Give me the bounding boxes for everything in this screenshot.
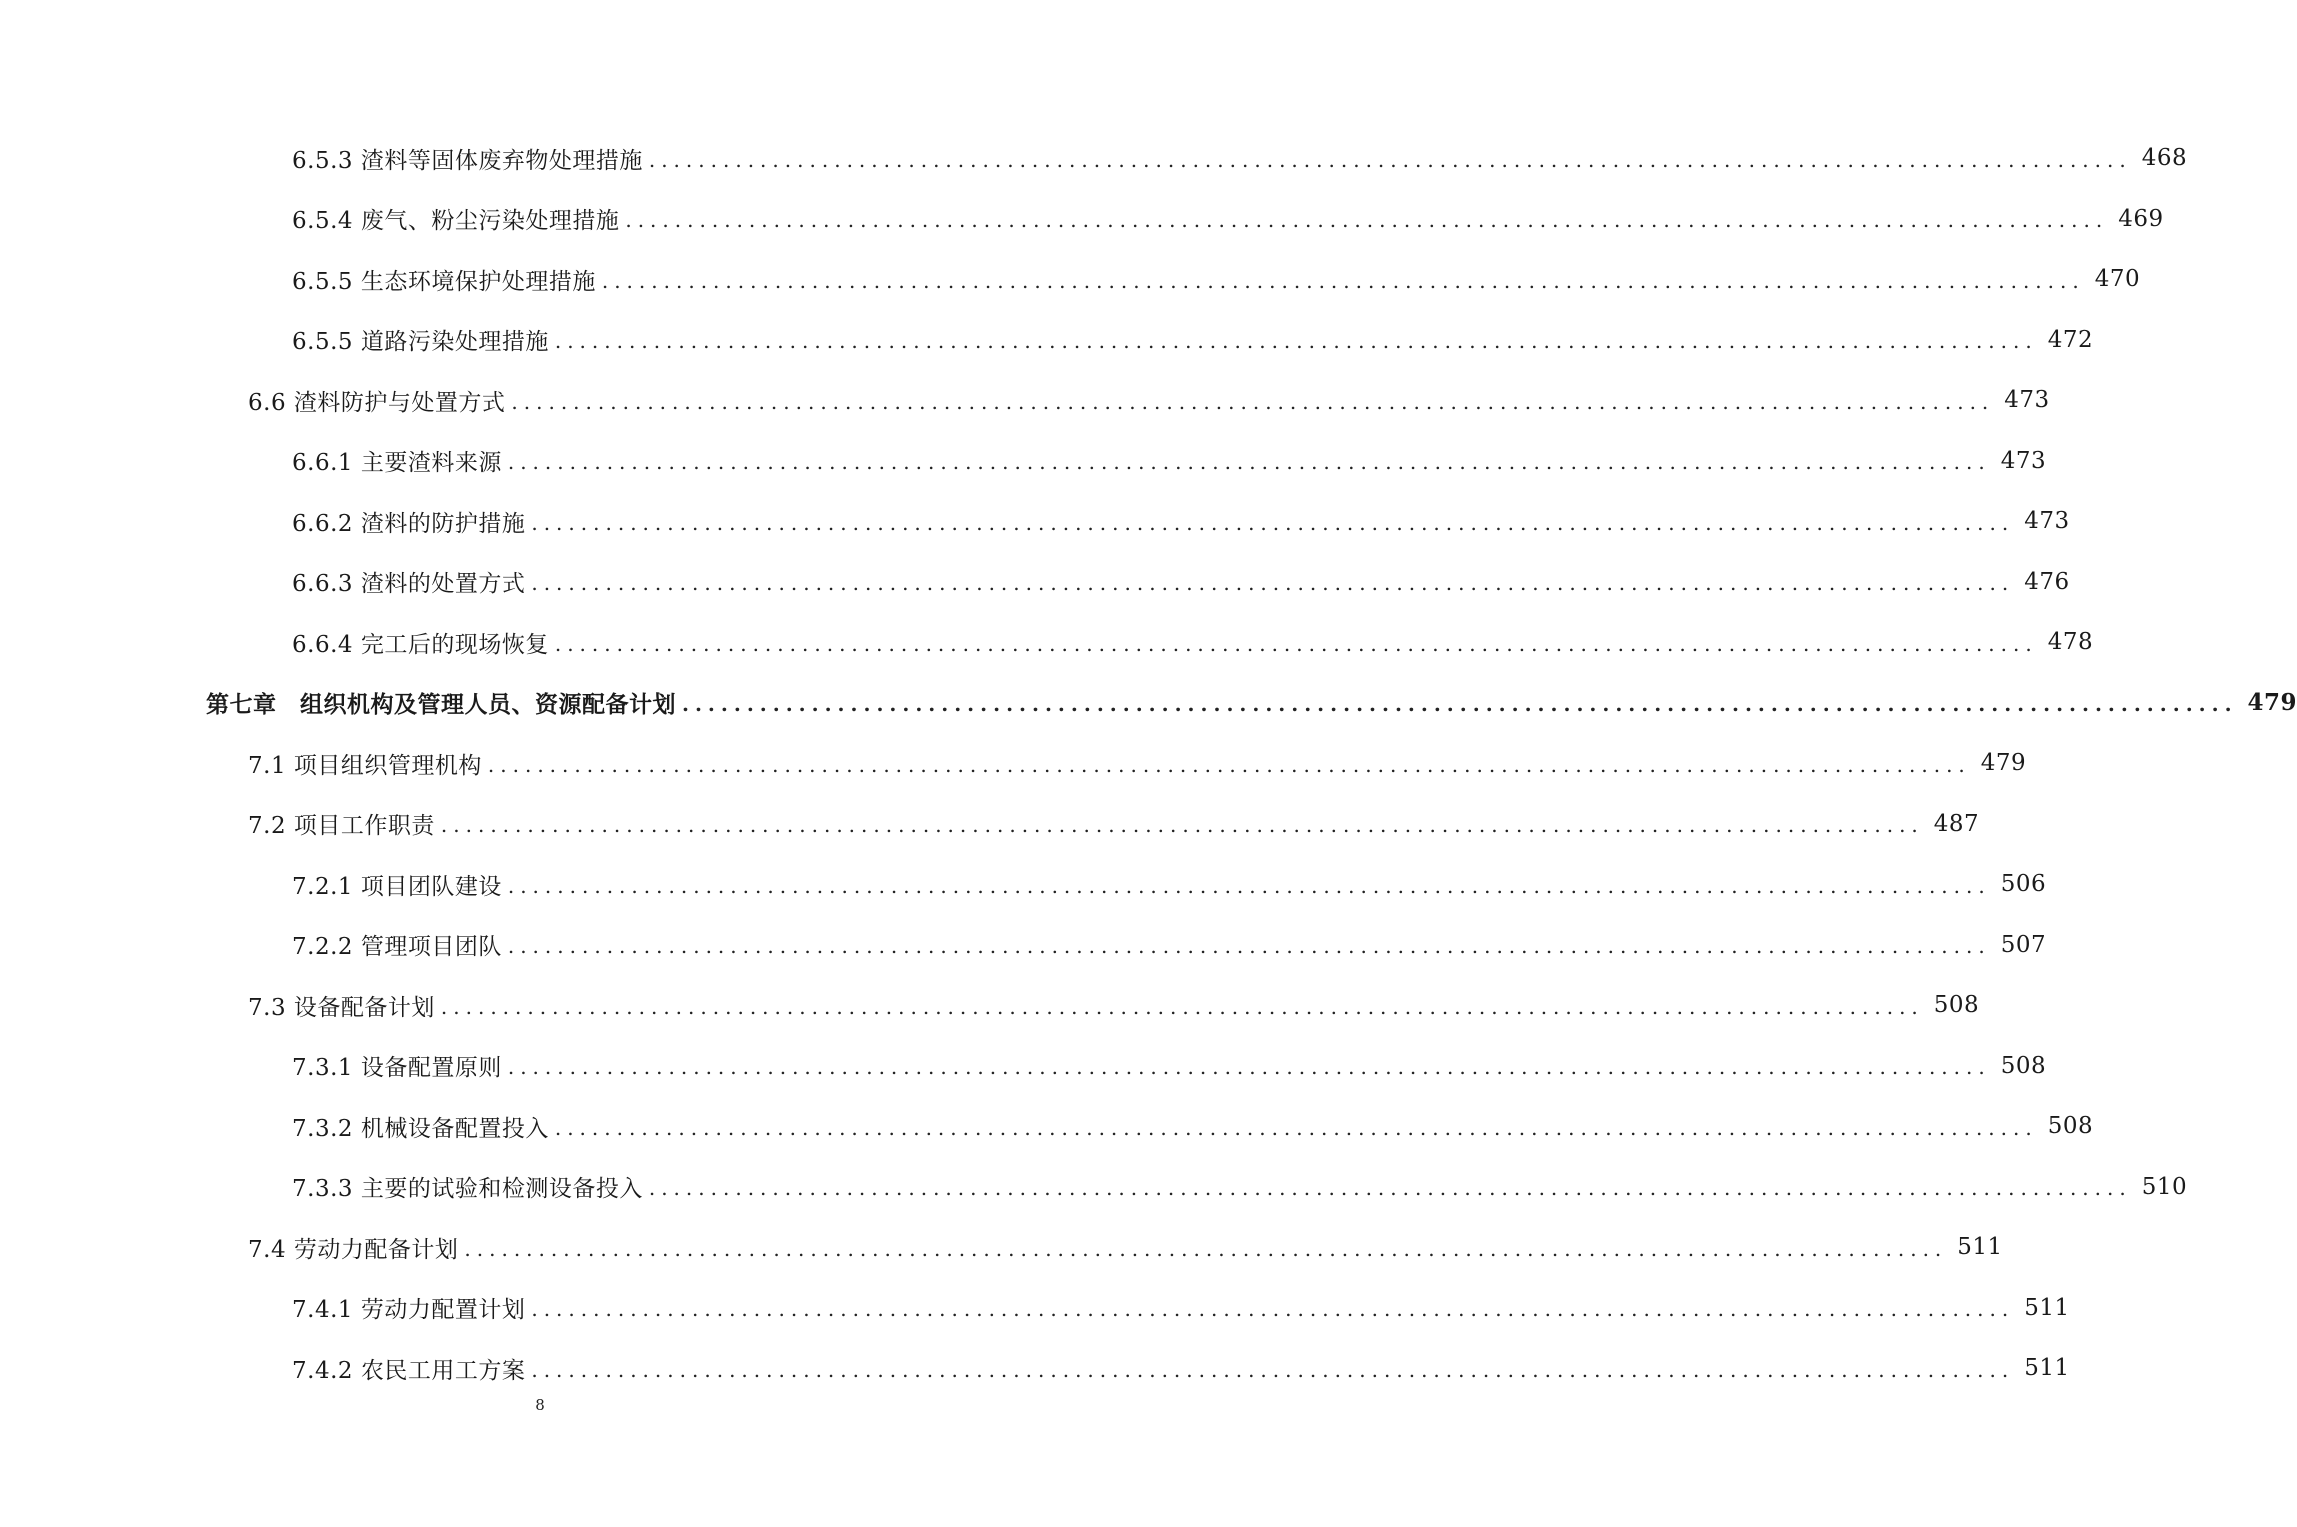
toc-entry-page: 473 <box>2024 508 2070 535</box>
toc-entry-page: 478 <box>2047 629 2094 656</box>
toc-entry[interactable] <box>0 189 2164 250</box>
toc-entry-page: 476 <box>2024 568 2070 595</box>
toc-entry-title: 7.2 项目工作职责 <box>248 813 435 840</box>
toc-entry-title: 第七章 组织机构及管理人员、资源配备计划 <box>206 691 676 719</box>
toc-entry-page: 511 <box>2024 1294 2070 1321</box>
toc-dot-leader: ........................................................................................................................ <box>464 1236 1948 1261</box>
toc-dot-leader: ........................................................................................................................ <box>554 1115 2038 1140</box>
toc-entry[interactable] <box>0 794 1980 855</box>
toc-entry-page: 508 <box>1933 992 1980 1019</box>
toc-entry-page: 508 <box>2047 1113 2094 1140</box>
toc-dot-leader: ........................................................................................................................ <box>531 571 2015 595</box>
toc-entry-title: 7.3.1 设备配置原则 <box>292 1055 502 1082</box>
toc-dot-leader: ........................................................................................................................ <box>511 389 1995 414</box>
toc-entry-title: 7.4.1 劳动力配置计划 <box>292 1297 526 1324</box>
toc-entry[interactable] <box>0 975 1980 1036</box>
toc-entry-page: 470 <box>2094 266 2141 293</box>
page-number: 8 <box>535 1396 545 1414</box>
toc-entry-page: 473 <box>2000 447 2047 474</box>
toc-entry-title: 6.5.4 废气、粉尘污染处理措施 <box>292 208 620 235</box>
toc-dot-leader: ........................................................................................................................ <box>531 1357 2015 1382</box>
toc-entry[interactable] <box>0 1338 2070 1399</box>
toc-chapter-entry[interactable] <box>0 673 2297 734</box>
toc-entry-title: 6.5.3 渣料等固体废弃物处理措施 <box>292 147 643 174</box>
toc-entry-page: 510 <box>2141 1173 2188 1200</box>
toc-entry-page: 511 <box>1957 1234 2003 1261</box>
toc-entry[interactable] <box>0 128 2188 189</box>
toc-entry-title: 6.6.2 渣料的防护措施 <box>292 510 526 537</box>
toc-entry-title: 7.2.2 管理项目团队 <box>292 934 502 961</box>
toc-entry-page: 468 <box>2141 145 2188 172</box>
toc-entry-page: 472 <box>2047 326 2094 353</box>
toc-dot-leader: ........................................................................................................................ <box>440 994 1924 1019</box>
toc-entry[interactable] <box>0 1036 2047 1097</box>
toc-dot-leader: ........................................................................................................................ <box>648 147 2132 172</box>
toc-entry-page: 479 <box>1980 750 2027 777</box>
toc-entry[interactable] <box>0 1157 2188 1218</box>
toc-entry[interactable] <box>0 612 2094 673</box>
toc-dot-leader: ........................................................................................................................ <box>487 752 1971 777</box>
toc-entry-page: 473 <box>2004 387 2050 414</box>
toc-entry-title: 7.4.2 农民工用工方案 <box>292 1357 526 1384</box>
toc-dot-leader: ........................................................................................................................ <box>554 329 2038 353</box>
toc-entry[interactable] <box>0 1217 2003 1278</box>
toc-entry-title: 6.6 渣料防护与处置方式 <box>248 389 506 416</box>
toc-dot-leader: ........................................................................................................................ <box>507 1055 1991 1079</box>
toc-entry-title: 7.3.2 机械设备配置投入 <box>292 1115 549 1142</box>
toc-dot-leader: ........................................................................................................................ <box>440 813 1924 837</box>
toc-entry[interactable] <box>0 370 2050 431</box>
toc-entry-title: 7.3 设备配备计划 <box>248 994 435 1021</box>
toc-dot-leader: ........................................................................................................................ <box>682 692 2238 716</box>
toc-dot-leader: ........................................................................................................................ <box>554 631 2038 656</box>
toc-entry[interactable] <box>0 854 2047 915</box>
toc-dot-leader: ........................................................................................................................ <box>625 208 2109 232</box>
toc-dot-leader: ........................................................................................................................ <box>507 934 1991 958</box>
toc-entry[interactable] <box>0 915 2047 976</box>
toc-dot-leader: ........................................................................................................................ <box>531 1297 2015 1321</box>
toc-entry[interactable] <box>0 733 2027 794</box>
toc-dot-leader: ........................................................................................................................ <box>601 268 2085 293</box>
toc-entry-title: 7.1 项目组织管理机构 <box>248 752 482 779</box>
toc-entry-title: 7.2.1 项目团队建设 <box>292 873 502 900</box>
toc-entry-title: 6.5.5 道路污染处理措施 <box>292 329 549 356</box>
toc-entry-title: 6.6.1 主要渣料来源 <box>292 450 502 477</box>
toc-entry-title: 6.6.3 渣料的处置方式 <box>292 571 526 598</box>
toc-entry[interactable] <box>0 491 2070 552</box>
toc-entry-page: 511 <box>2024 1355 2070 1382</box>
toc-entry-page: 487 <box>1933 810 1980 837</box>
toc-entry[interactable] <box>0 552 2070 613</box>
toc-entry-page: 506 <box>2000 871 2047 898</box>
toc-entry[interactable] <box>0 1278 2070 1339</box>
toc-entry-page: 479 <box>2247 689 2297 717</box>
toc-entry-page: 469 <box>2118 205 2164 232</box>
toc-dot-leader: ........................................................................................................................ <box>507 873 1991 898</box>
toc-entry-title: 6.5.5 生态环境保护处理措施 <box>292 268 596 295</box>
toc-entry[interactable] <box>0 249 2141 310</box>
toc-dot-leader: ........................................................................................................................ <box>507 450 1991 474</box>
toc-entry[interactable] <box>0 1096 2094 1157</box>
toc-entry[interactable] <box>0 310 2094 371</box>
toc-entry-title: 6.6.4 完工后的现场恢复 <box>292 631 549 658</box>
toc-dot-leader: ........................................................................................................................ <box>531 510 2015 535</box>
toc-entry-title: 7.3.3 主要的试验和检测设备投入 <box>292 1176 643 1203</box>
toc-entry[interactable] <box>0 431 2047 492</box>
table-of-contents <box>0 128 2297 1399</box>
toc-entry-page: 507 <box>2000 931 2047 958</box>
toc-entry-title: 7.4 劳动力配备计划 <box>248 1236 459 1263</box>
toc-entry-page: 508 <box>2000 1052 2047 1079</box>
toc-dot-leader: ........................................................................................................................ <box>648 1176 2132 1200</box>
